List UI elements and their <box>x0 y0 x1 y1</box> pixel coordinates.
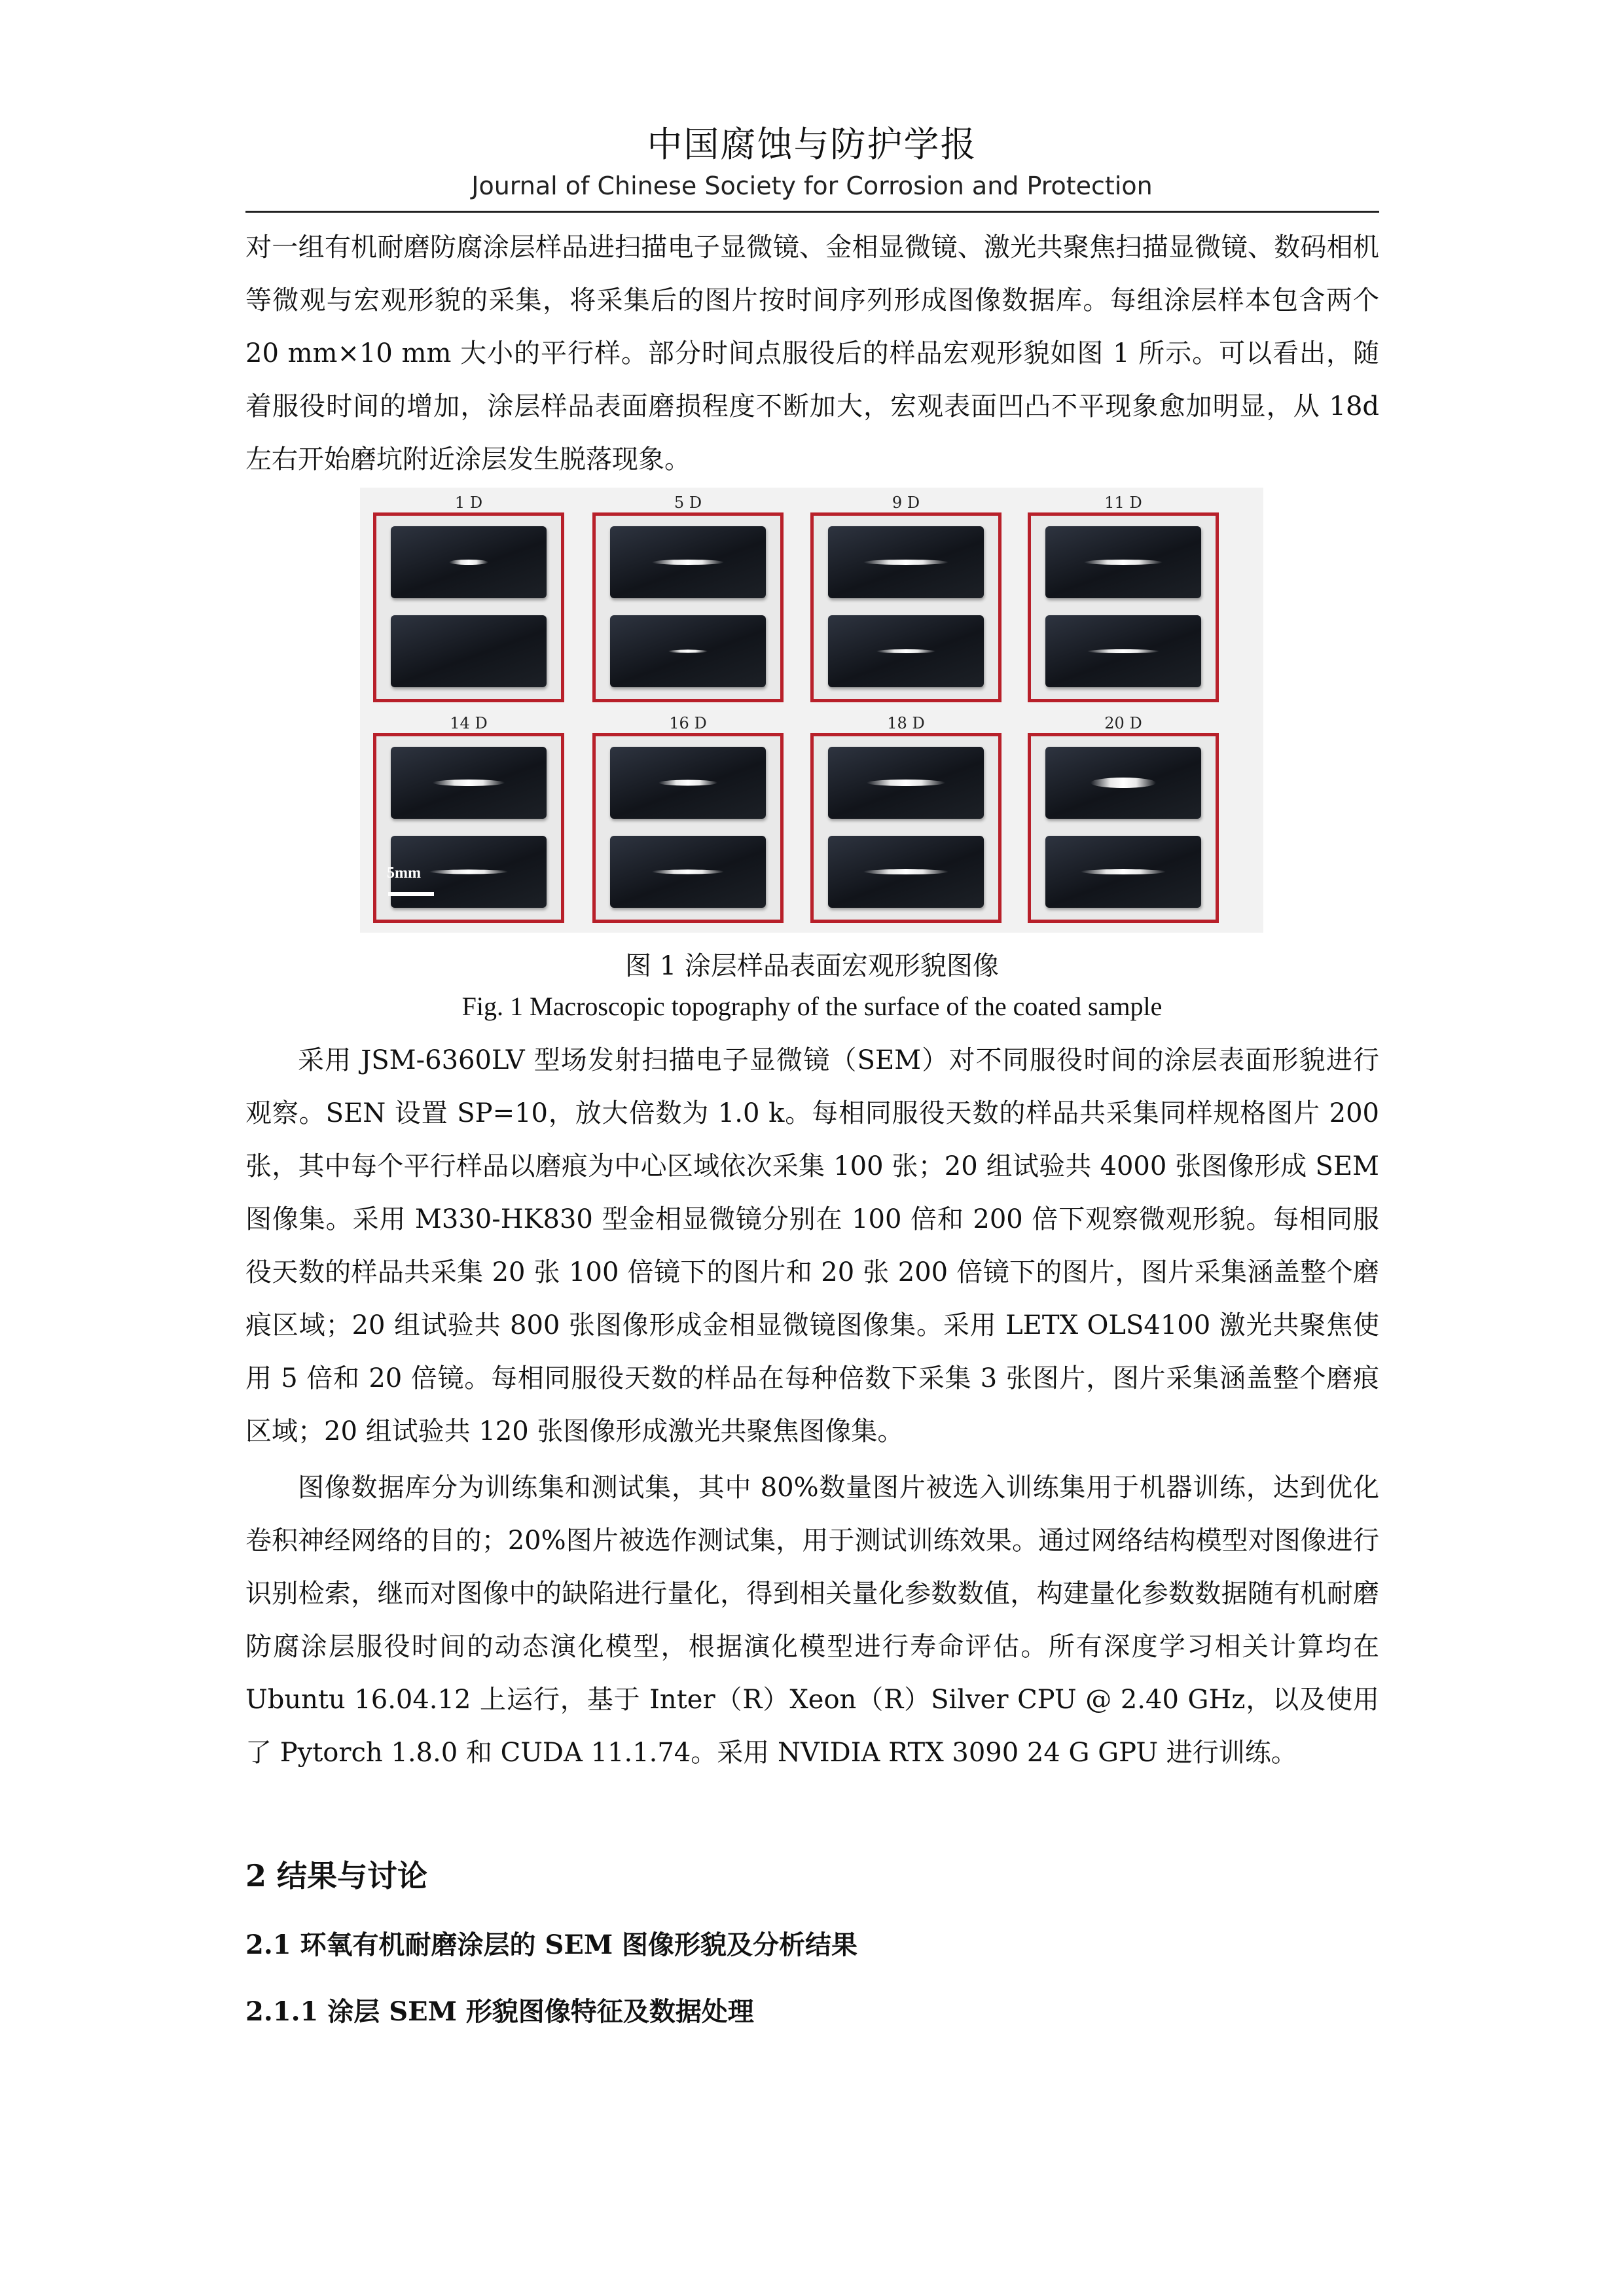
panel-20d <box>1028 714 1219 923</box>
wear-scar <box>429 870 508 874</box>
sample-photo <box>610 836 766 908</box>
sample-photo <box>1045 836 1201 908</box>
wear-scar <box>863 869 948 874</box>
sample-photo <box>828 615 984 687</box>
sample-photo <box>828 526 984 598</box>
sample-photo <box>1045 526 1201 598</box>
figure-caption-cn: 图 1 涂层样品表面宏观形貌图像 <box>625 951 999 981</box>
wear-scar <box>668 650 708 653</box>
panel-11d <box>1028 493 1219 702</box>
wear-scar <box>433 780 505 786</box>
wear-scar <box>867 780 945 786</box>
scale-bar <box>388 892 434 896</box>
panel-label: 9 D <box>892 493 920 512</box>
wear-scar <box>449 560 488 565</box>
wear-scar <box>1081 869 1166 874</box>
panel-label: 18 D <box>887 714 925 732</box>
wear-scar <box>1084 560 1163 565</box>
header-rule <box>245 211 1379 213</box>
panel-label: 20 D <box>1104 714 1142 732</box>
sample-photo <box>391 747 547 819</box>
figure-caption-en: Fig. 1 Macroscopic topography of the surface of the coated sample <box>461 992 1163 1021</box>
sample-photo <box>610 526 766 598</box>
panel-9d <box>810 493 1001 702</box>
panel-14d <box>373 714 564 923</box>
section-2-heading: 2 结果与讨论 <box>245 1858 428 1893</box>
wear-scar <box>652 560 724 565</box>
sample-photo <box>610 615 766 687</box>
wear-scar <box>863 560 948 565</box>
wear-scar <box>1091 778 1156 788</box>
panel-5d <box>592 493 784 702</box>
wear-scar <box>659 780 717 786</box>
wear-scar <box>652 870 724 874</box>
intro-paragraph: 对一组有机耐磨防腐涂层样品进扫描电子显微镜、金相显微镜、激光共聚焦扫描显微镜、数码相机等微观与宏观形貌的采集，将采集后的图片按时间序列形成图像数据库。每组涂层样本包含两个 20 mm×10 mm 大小的平行样。部分时间点服役后的样品宏观形貌如图 1 所示。可以看出，随着服役时间的增加，涂层样品表面磨损程度不断加大，宏观表面凹凸不平现象愈加明显，从 18d 左右开始磨坑附近涂层发生脱落现象。 <box>245 232 1379 475</box>
figure-1 <box>360 488 1263 933</box>
sample-photo <box>610 747 766 819</box>
sample-photo <box>828 747 984 819</box>
panel-label: 11 D <box>1104 493 1142 512</box>
journal-title-cn: 中国腐蚀与防护学报 <box>647 124 977 165</box>
wear-scar <box>1087 649 1159 653</box>
methods-paragraph: 采用 JSM-6360LV 型场发射扫描电子显微镜（SEM）对不同服役时间的涂层表面形貌进行观察。SEN 设置 SP=10，放大倍数为 1.0 k。每相同服役天数的样品共采集同样规格图片 200 张，其中每个平行样品以磨痕为中心区域依次采集 100 张；20 组试验共 4000 张图像形成 SEM 图像集。采用 M330-HK830 型金相显微镜分别在 100 倍和 200 倍下观察微观形貌。每相同服役天数的样品共采集 20 张 100 倍镜下的图片和 20 张 200 倍镜下的图片，图片采集涵盖整个磨痕区域；20 组试验共 800 张图像形成金相显微镜图像集。采用 LETX OLS4100 激光共聚焦使用 5 倍和 20 倍镜。每相同服役天数的样品在每种倍数下采集 3 张图片，图片采集涵盖整个磨痕区域；20 组试验共 120 张图像形成激光共聚焦图像集。 <box>245 1045 1379 1446</box>
section-2-1-1-heading: 2.1.1 涂层 SEM 形貌图像特征及数据处理 <box>245 1996 754 2027</box>
panel-label: 1 D <box>454 493 483 512</box>
panel-label: 14 D <box>450 714 488 732</box>
sample-photo <box>391 615 547 687</box>
sample-photo <box>1045 747 1201 819</box>
sample-photo <box>1045 615 1201 687</box>
panel-16d <box>592 714 784 923</box>
dataset-paragraph: 图像数据库分为训练集和测试集，其中 80%数量图片被选入训练集用于机器训练，达到优化卷积神经网络的目的；20%图片被选作测试集，用于测试训练效果。通过网络结构模型对图像进行识别检索，继而对图像中的缺陷进行量化，得到相关量化参数数值，构建量化参数数据随有机耐磨防腐涂层服役时间的动态演化模型，根据演化模型进行寿命评估。所有深度学习相关计算均在 Ubuntu 16.04.12 上运行，基于 Inter（R）Xeon（R）Silver CPU @ 2.40 GHz，以及使用了 Pytorch 1.8.0 和 CUDA 11.1.74。采用 NVIDIA RTX 3090 24 G GPU 进行训练。 <box>245 1473 1379 1768</box>
scale-bar-label: 5mm <box>387 865 421 882</box>
panel-1d <box>373 493 564 702</box>
sample-photo <box>828 836 984 908</box>
panel-label: 5 D <box>674 493 702 512</box>
journal-title-en: Journal of Chinese Society for Corrosion and Protection <box>471 171 1153 200</box>
panel-18d <box>810 714 1001 923</box>
wear-scar <box>876 649 935 653</box>
sample-photo <box>391 526 547 598</box>
section-2-1-heading: 2.1 环氧有机耐磨涂层的 SEM 图像形貌及分析结果 <box>245 1929 858 1960</box>
panel-label: 16 D <box>669 714 707 732</box>
